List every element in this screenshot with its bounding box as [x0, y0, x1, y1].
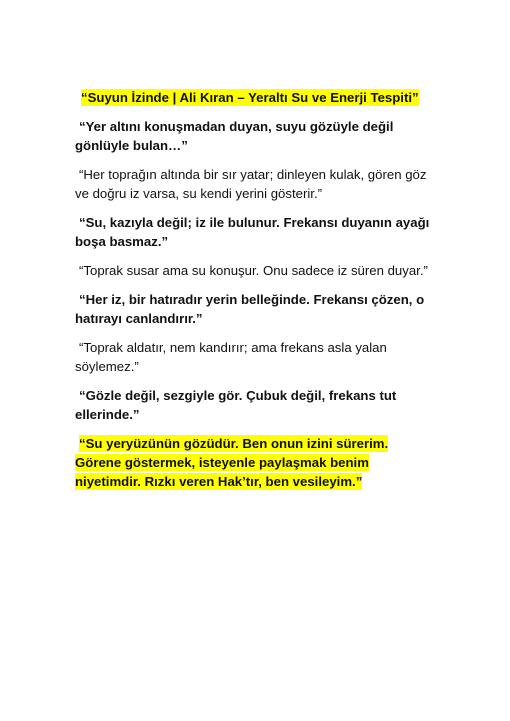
quote-paragraph-4: “Toprak susar ama su konuşur. Onu sadece iz süren duyar.” — [79, 263, 428, 278]
document-title — [75, 88, 435, 107]
title-highlight: “Suyun İzinde | Ali Kıran – Yeraltı Su ve Enerji Tespiti” — [81, 90, 419, 105]
quote-paragraph-6: “Toprak aldatır, nem kandırır; ama frekans asla yalan söylemez.” — [75, 340, 387, 374]
quote-paragraph-3: “Su, kazıyla değil; iz ile bulunur. Frekansı duyanın ayağı boşa basmaz.” — [75, 215, 430, 249]
quote-paragraph-1: “Yer altını konuşmadan duyan, suyu gözüyle değil gönlüyle bulan…” — [75, 119, 394, 153]
quote-paragraph-2: “Her toprağın altında bir sır yatar; dinleyen kulak, gören göz ve doğru iz varsa, su kendi yerini gösterir.” — [75, 167, 427, 201]
quote-paragraph-7: “Gözle değil, sezgiyle gör. Çubuk değil, frekans tut ellerinde.” — [75, 388, 397, 422]
closing-highlight: “Su yeryüzünün gözüdür. Ben onun izini sürerim. Görene göstermek, isteyenle paylaşmak benim niyetimdir. Rızkı veren Hak’tır, ben vesileyim.” — [75, 436, 389, 489]
quote-paragraph-5: “Her iz, bir hatıradır yerin belleğinde. Frekansı çözen, o hatırayı canlandırır.” — [75, 292, 425, 326]
document-body — [75, 88, 435, 501]
closing-paragraph — [75, 434, 435, 491]
